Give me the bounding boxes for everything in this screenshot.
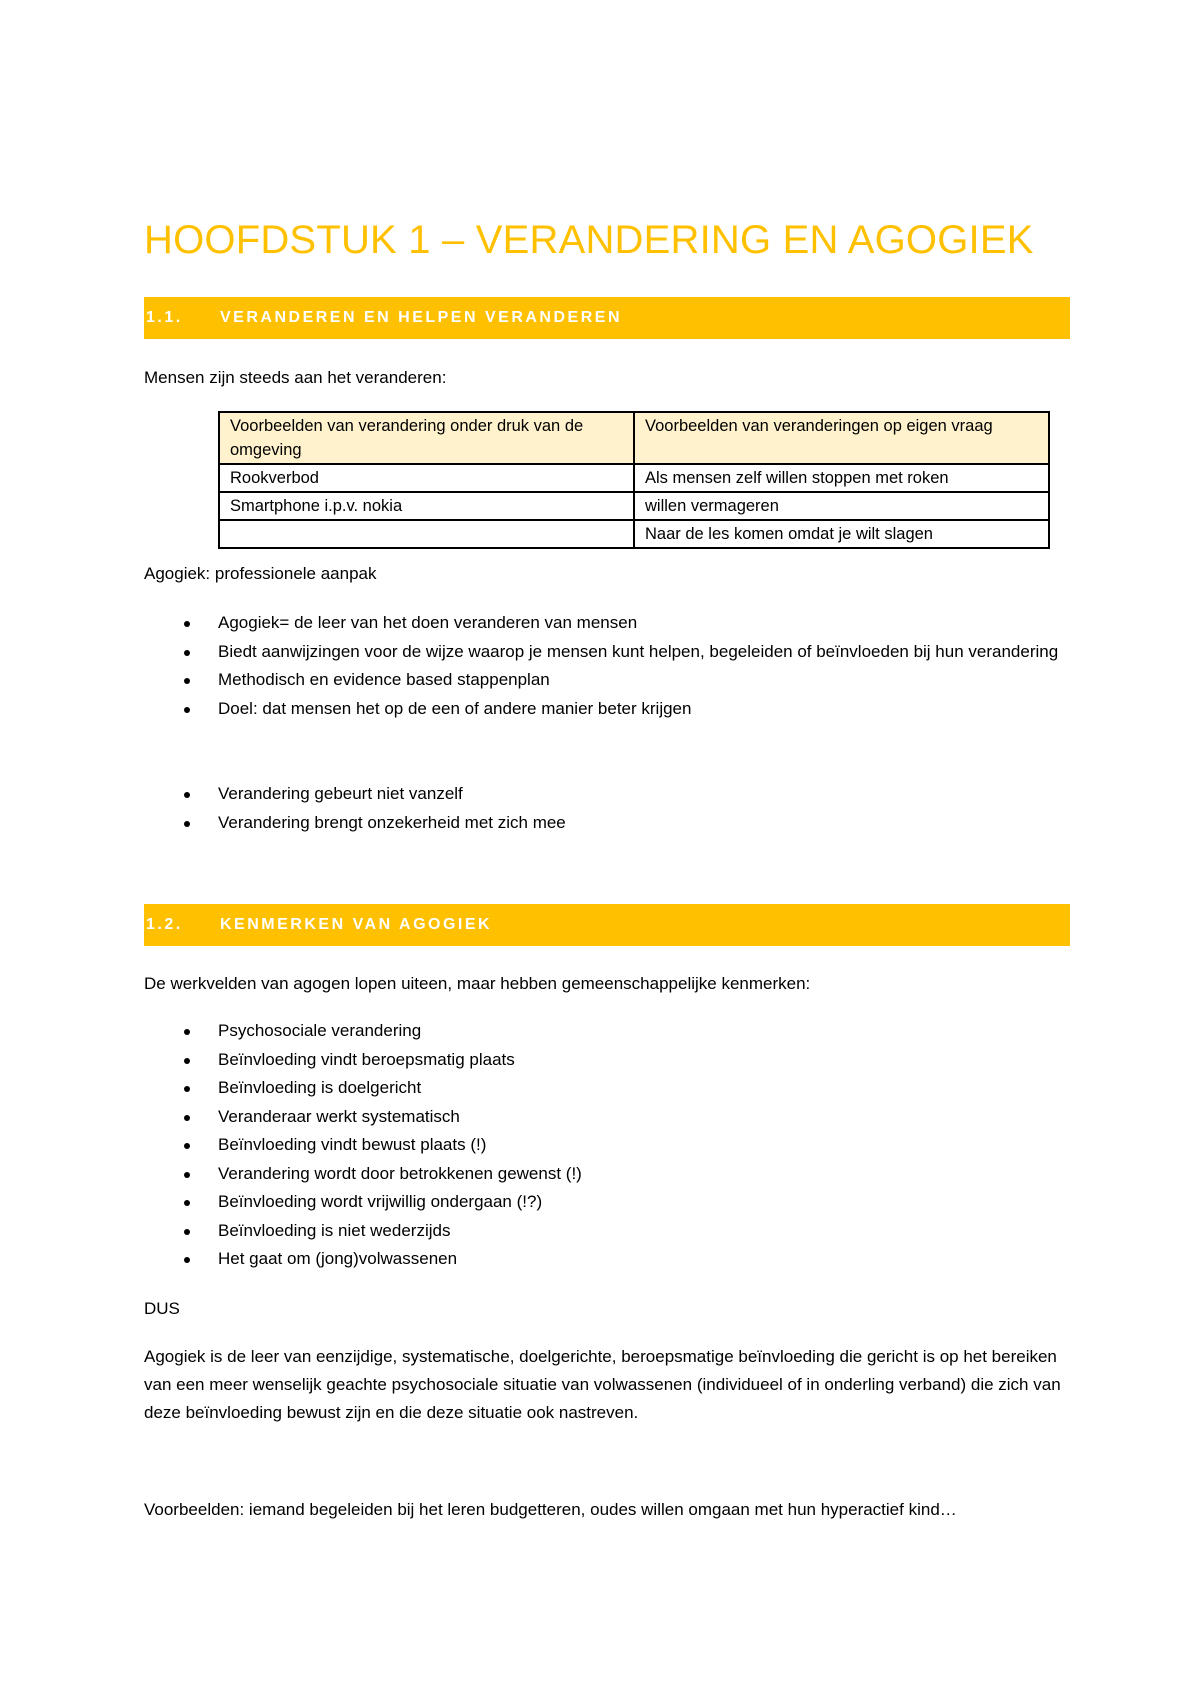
table-header-cell: Voorbeelden van veranderingen op eigen vraag [634,412,1049,464]
bullet-icon [184,678,190,684]
list-item-text: Beïnvloeding vindt beroepsmatig plaats [218,1049,515,1069]
bullet-icon [184,1115,190,1121]
list-item [144,1217,1064,1246]
table-header-row [219,412,1049,464]
bullet-icon [184,1257,190,1263]
section-title: KENMERKEN VAN AGOGIEK [220,916,493,933]
definition-paragraph: Agogiek is de leer van eenzijdige, systematische, doelgerichte, beroepsmatige beïnvloeding die gericht is op het bereiken van een meer wenselijk geachte psychosociale situatie van volwassenen (individueel of in onderling verband) die zich van deze beïnvloeding bewust zijn en die deze situatie ook nastreven. [144,1347,1061,1422]
list-item [144,809,1064,838]
bullet-list-agogiek [144,609,1064,723]
comparison-table [218,411,1050,549]
list-item-text: Verandering wordt door betrokkenen gewenst (!) [218,1163,582,1183]
bullet-icon [184,792,190,798]
table-row [219,492,1049,520]
section-number: 1.1. [146,309,183,326]
chapter-title: HOOFDSTUK 1 – VERANDERING EN AGOGIEK [144,218,1034,262]
list-item-text: Het gaat om (jong)volwassenen [218,1249,458,1268]
table-cell: Rookverbod [219,464,634,492]
voorbeelden-text: Voorbeelden: iemand begeleiden bij het leren budgetteren, oudes willen omgaan met hun hyperactief kind… [144,1500,957,1519]
list-item-text: Beïnvloeding is doelgericht [218,1078,422,1097]
list-item [144,666,1064,695]
section-heading-1-1 [144,297,1070,339]
bullet-icon [184,707,190,713]
bullet-icon [184,1143,190,1149]
section-number: 1.2. [146,916,183,933]
bullet-icon [184,650,190,656]
bullet-icon [184,1229,190,1235]
section-heading-1-2 [144,904,1070,946]
list-item [144,1046,1064,1075]
bullet-icon [184,1200,190,1206]
dus-label: DUS [144,1299,180,1318]
list-item-text: Beïnvloeding is niet wederzijds [218,1220,451,1240]
bullet-icon [184,821,190,827]
bullet-list-verandering [144,780,1064,837]
table-cell: Als mensen zelf willen stoppen met roken [634,464,1049,492]
intro-text: Mensen zijn steeds aan het veranderen: [144,368,447,387]
list-item [144,1160,1064,1189]
list-item-text: Verandering brengt onzekerheid met zich mee [218,812,566,832]
list-item [144,1017,1064,1046]
list-item-text: Doel: dat mensen het op de een of andere manier beter krijgen [218,698,692,718]
werkvelden-text: De werkvelden van agogen lopen uiteen, maar hebben gemeenschappelijke kenmerken: [144,974,811,993]
agogiek-label: Agogiek: professionele aanpak [144,564,377,583]
table-cell: willen vermageren [634,492,1049,520]
bullet-icon [184,1172,190,1178]
list-item-text: Methodisch en evidence based stappenplan [218,670,550,689]
list-item-text: Verandering gebeurt niet vanzelf [218,784,463,803]
list-item-text: Beïnvloeding wordt vrijwillig ondergaan (!?) [218,1192,543,1211]
bullet-icon [184,621,190,627]
bullet-list-kenmerken [144,1017,1064,1274]
table-row [219,464,1049,492]
list-item-text: Psychosociale verandering [218,1021,422,1040]
bullet-icon [184,1029,190,1035]
table-header-cell: Voorbeelden van verandering onder druk van de omgeving [219,412,634,464]
section-title: VERANDEREN EN HELPEN VERANDEREN [220,309,622,326]
list-item-text: Beïnvloeding vindt bewust plaats (!) [218,1135,487,1154]
list-item [144,1131,1064,1160]
list-item-text: Veranderaar werkt systematisch [218,1106,460,1126]
list-item [144,695,1064,724]
bullet-icon [184,1086,190,1092]
table-cell: Naar de les komen omdat je wilt slagen [634,520,1049,548]
table-row [219,520,1049,548]
list-item [144,780,1064,809]
table-cell: Smartphone i.p.v. nokia [219,492,634,520]
list-item [144,638,1064,667]
list-item-text: Agogiek= de leer van het doen veranderen van mensen [218,613,638,632]
bullet-icon [184,1058,190,1064]
list-item-text: Biedt aanwijzingen voor de wijze waarop je mensen kunt helpen, begeleiden of beïnvloeden bij hun verandering [218,641,1059,661]
list-item [144,1103,1064,1132]
list-item [144,1074,1064,1103]
list-item [144,1245,1064,1274]
list-item [144,609,1064,638]
table-cell [219,520,634,548]
list-item [144,1188,1064,1217]
